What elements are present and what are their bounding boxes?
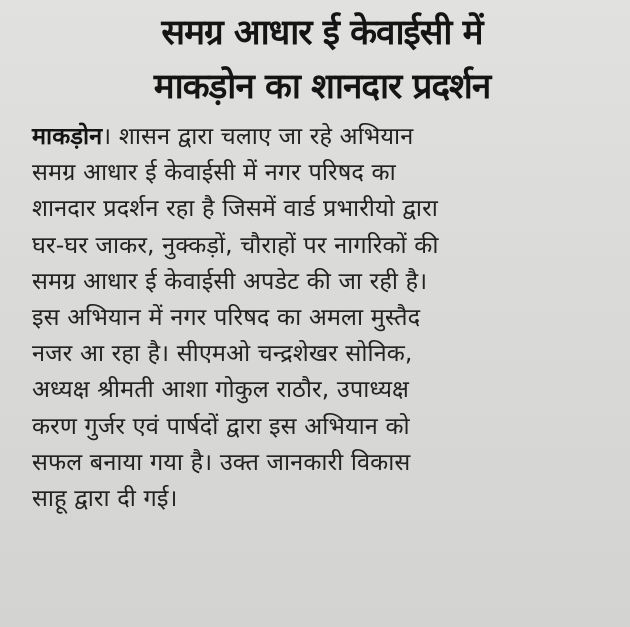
body-line-5: समग्र आधार ई केवाईसी अपडेट की जा रही है। [32,266,428,295]
article-body [32,118,612,516]
body-line-1-text: । शासन द्वारा चलाए जा रहे अभियान [102,122,414,150]
body-line-9: करण गुर्जर एवं पार्षदों द्वारा इस अभियान को [32,411,410,440]
body-line-4: घर-घर जाकर, नुक्कड़ों, चौराहों पर नागरिकों की [32,230,439,259]
body-line-10: सफल बनाया गया है। उक्त जानकारी विकास [32,447,411,476]
body-line-6: इस अभियान में नगर परिषद का अमला मुस्तैद [32,303,421,332]
body-line-1 [32,118,612,154]
headline [32,6,612,114]
dateline: माकड़ोन [32,122,103,150]
headline-line-1: समग्र आधार ई केवाईसी में [161,13,483,53]
body-line-7: नजर आ रहा है। सीएमओ चन्द्रशेखर सोनिक, [32,339,413,368]
headline-line-2: माकड़ोन का शानदार प्रदर्शन [153,67,491,107]
body-line-11: साहू द्वारा दी गई। [32,484,178,513]
body-line-2: समग्र आधार ई केवाईसी में नगर परिषद का [32,158,396,187]
body-line-8: अध्यक्ष श्रीमती आशा गोकुल राठौर, उपाध्यक्ष [32,375,410,404]
body-line-3: शानदार प्रदर्शन रहा है जिसमें वार्ड प्रभारीयो द्वारा [32,194,438,223]
